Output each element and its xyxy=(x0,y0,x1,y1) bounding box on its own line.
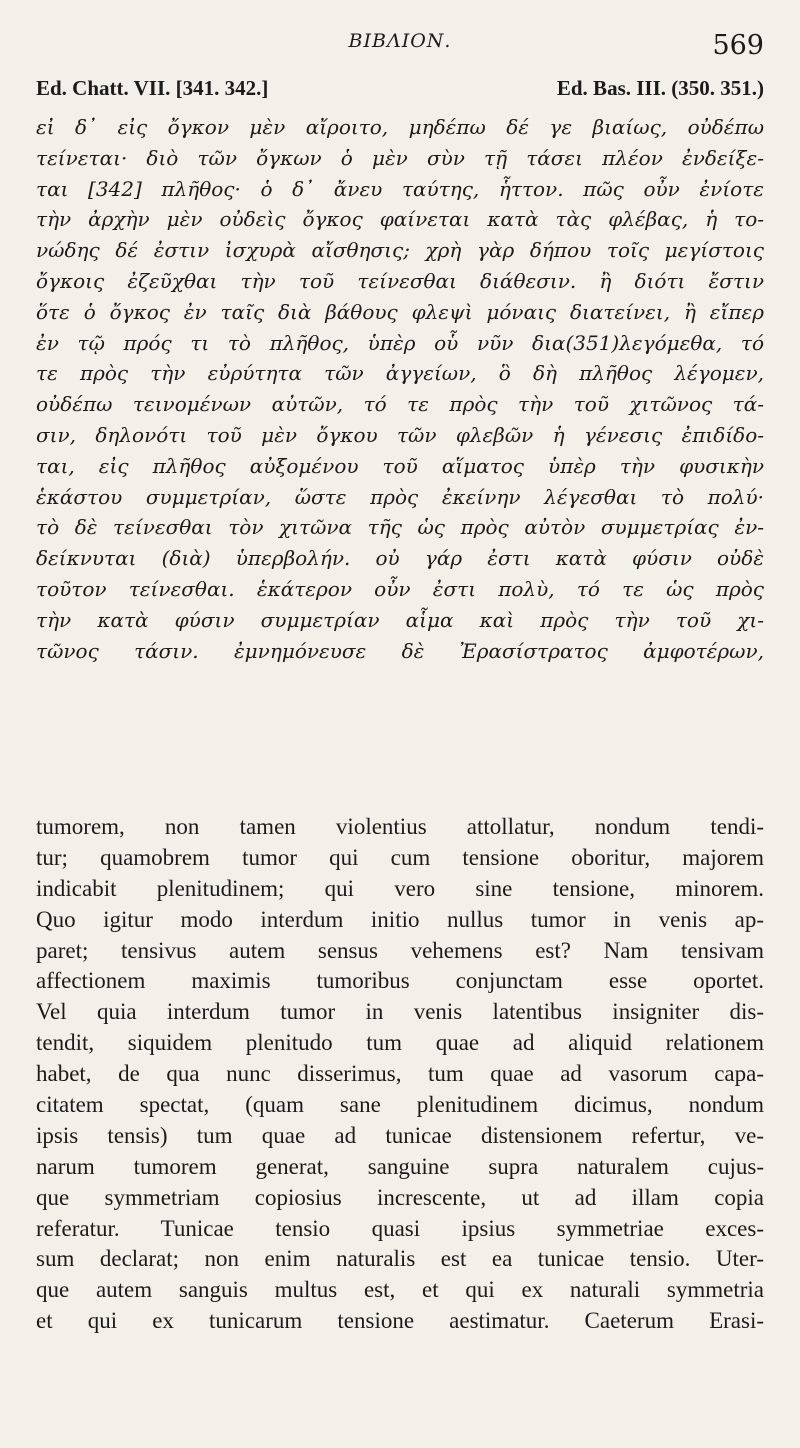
greek-text-line: τε πρὸς τὴν εὐρύτητα τῶν ἀγγείων, ὃ δὴ πλῆθος λέγομεν, xyxy=(36,361,764,386)
greek-text-line: τὴν κατὰ φύσιν συμμετρίαν αἷμα καὶ πρὸς τὴν τοῦ χι- xyxy=(36,607,764,632)
greek-text-line: τὸ δὲ τείνεσθαι τὸν χιτῶνα τῆς ὡς πρὸς αὐτὸν συμμετρίας ἐν- xyxy=(36,515,764,540)
greek-text-line: τείνεται· διὸ τῶν ὄγκων ὁ μὲν σὺν τῇ τάσει πλέον ἐνδείξε- xyxy=(36,145,764,170)
edition-basel: Ed. Bas. III. (350. 351.) xyxy=(556,76,764,100)
greek-text-line: οὐδέπω τεινομένων αὐτῶν, τό τε πρὸς τὴν τοῦ χιτῶνος τά- xyxy=(36,392,764,417)
latin-text-line: citatem spectat, (quam sane plenitudinem dicimus, nondum xyxy=(36,1092,764,1118)
greek-text-block xyxy=(36,112,764,666)
latin-text-line: et qui ex tunicarum tensione aestimatur. Caeterum Erasi- xyxy=(36,1308,764,1334)
edition-references xyxy=(36,76,764,101)
greek-text-line: δείκνυται (διὰ) ὑπερβολήν. οὐ γάρ ἐστι κατὰ φύσιν οὐδὲ xyxy=(36,546,764,571)
greek-text-line: νώδης δέ ἐστιν ἰσχυρὰ αἴσθησις; χρὴ γὰρ δήπου τοῖς μεγίστοις xyxy=(36,238,764,263)
latin-text-line: Vel quia interdum tumor in venis latentibus insigniter dis- xyxy=(36,999,764,1025)
running-title: ΒΙΒΛΙΟΝ. xyxy=(348,30,452,52)
latin-text-line: affectionem maximis tumoribus conjunctam esse oportet. xyxy=(36,968,764,994)
latin-text-line: Quo igitur modo interdum initio nullus tumor in venis ap- xyxy=(36,906,764,932)
latin-text-line: indicabit plenitudinem; qui vero sine tensione, minorem. xyxy=(36,875,764,901)
greek-text-line: τοῦτον τείνεσθαι. ἑκάτερον οὖν ἐστι πολὺ, τό τε ὡς πρὸς xyxy=(36,576,764,601)
greek-text-line: τὴν ἀρχὴν μὲν οὐδεὶς ὄγκος φαίνεται κατὰ τὰς φλέβας, ἡ το- xyxy=(36,207,764,232)
greek-text-line: ὅτε ὁ ὄγκος ἐν ταῖς διὰ βάθους φλεψὶ μόναις διατείνει, ἢ εἴπερ xyxy=(36,299,764,324)
latin-text-line: paret; tensivus autem sensus vehemens est? Nam tensivam xyxy=(36,937,764,963)
edition-chartier: Ed. Chatt. VII. [341. 342.] xyxy=(36,76,269,100)
greek-text-line: ἑκάστου συμμετρίαν, ὥστε πρὸς ἐκείνην λέγεσθαι τὸ πολύ· xyxy=(36,484,764,509)
greek-text-line: ται, εἰς πλῆθος αὐξομένου τοῦ αἵματος ὑπὲρ τὴν φυσικὴν xyxy=(36,453,764,478)
latin-text-block xyxy=(36,812,764,1337)
latin-text-line: narum tumorem generat, sanguine supra naturalem cujus- xyxy=(36,1153,764,1179)
greek-text-line: ὄγκοις ἐζεῦχθαι τὴν τοῦ τείνεσθαι διάθεσιν. ἢ διότι ἔστιν xyxy=(36,268,764,293)
greek-text-line: τῶνος τάσιν. ἐμνημόνευσε δὲ Ἐρασίστρατος ἀμφοτέρων, xyxy=(36,638,764,663)
latin-text-line: referatur. Tunicae tensio quasi ipsius symmetriae exces- xyxy=(36,1215,764,1241)
latin-text-line: sum declarat; non enim naturalis est ea tunicae tensio. Uter- xyxy=(36,1246,764,1272)
latin-text-line: tur; quamobrem tumor qui cum tensione oboritur, majorem xyxy=(36,844,764,870)
latin-text-line: tumorem, non tamen violentius attollatur, nondum tendi- xyxy=(36,814,764,839)
latin-text-line: ipsis tensis) tum quae ad tunicae distensionem refertur, ve- xyxy=(36,1122,764,1148)
latin-text-line: que symmetriam copiosius increscente, ut ad illam copia xyxy=(36,1184,764,1210)
greek-text-line: ἐν τῷ πρός τι τὸ πλῆθος, ὑπὲρ οὗ νῦν δια(351)λεγόμεθα, τό xyxy=(36,330,764,355)
greek-text-line: ται [342] πλῆθος· ὁ δ᾽ ἄνευ ταύτης, ἧττον. πῶς οὖν ἐνίοτε xyxy=(36,176,764,201)
greek-text-line: εἰ δ᾽ εἰς ὄγκον μὲν αἴροιτο, μηδέπω δέ γε βιαίως, οὐδέπω xyxy=(36,115,764,139)
page-number: 569 xyxy=(712,30,764,61)
latin-text-line: tendit, siquidem plenitudo tum quae ad aliquid relationem xyxy=(36,1030,764,1056)
latin-text-line: que autem sanguis multus est, et qui ex naturali symmetria xyxy=(36,1277,764,1303)
latin-text-line: habet, de qua nunc disserimus, tum quae ad vasorum capa- xyxy=(36,1061,764,1087)
greek-text-line: σιν, δηλονότι τοῦ μὲν ὄγκου τῶν φλεβῶν ἡ γένεσις ἐπιδίδο- xyxy=(36,422,764,447)
